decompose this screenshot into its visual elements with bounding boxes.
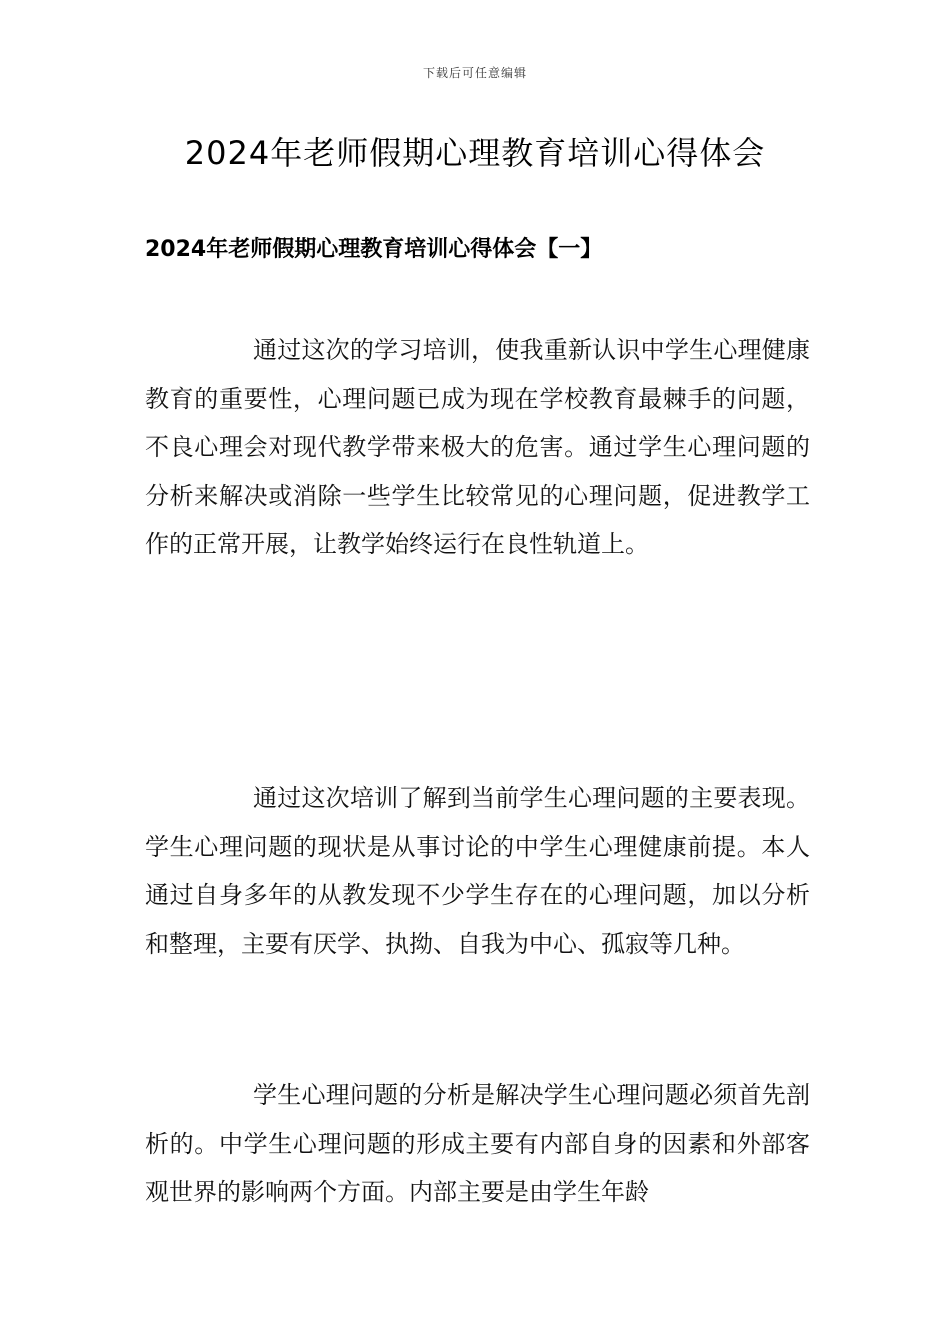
document-title: 2024年老师假期心理教育培训心得体会 — [184, 134, 766, 172]
section-heading: 2024年老师假期心理教育培训心得体会【一】 — [145, 237, 603, 262]
paragraph-2: 通过这次培训了解到当前学生心理问题的主要表现。学生心理问题的现状是从事讨论的中学生心理健康前提。本人通过自身多年的从教发现不少学生存在的心理问题，加以分析和整理，主要有厌学、执拗、自我为中心、孤寂等几种。 — [145, 784, 810, 958]
paragraph-1: 通过这次的学习培训，使我重新认识中学生心理健康教育的重要性，心理问题已成为现在学校教育最棘手的问题，不良心理会对现代教学带来极大的危害。通过学生心理问题的分析来解决或消除一些学生比较常见的心理问题，促进教学工作的正常开展，让教学始终运行在良性轨道上。 — [145, 336, 810, 558]
paragraph-3: 学生心理问题的分析是解决学生心理问题必须首先剖析的。中学生心理问题的形成主要有内部自身的因素和外部客观世界的影响两个方面。内部主要是由学生年龄 — [145, 1081, 810, 1206]
header-note: 下载后可任意编辑 — [422, 66, 527, 80]
